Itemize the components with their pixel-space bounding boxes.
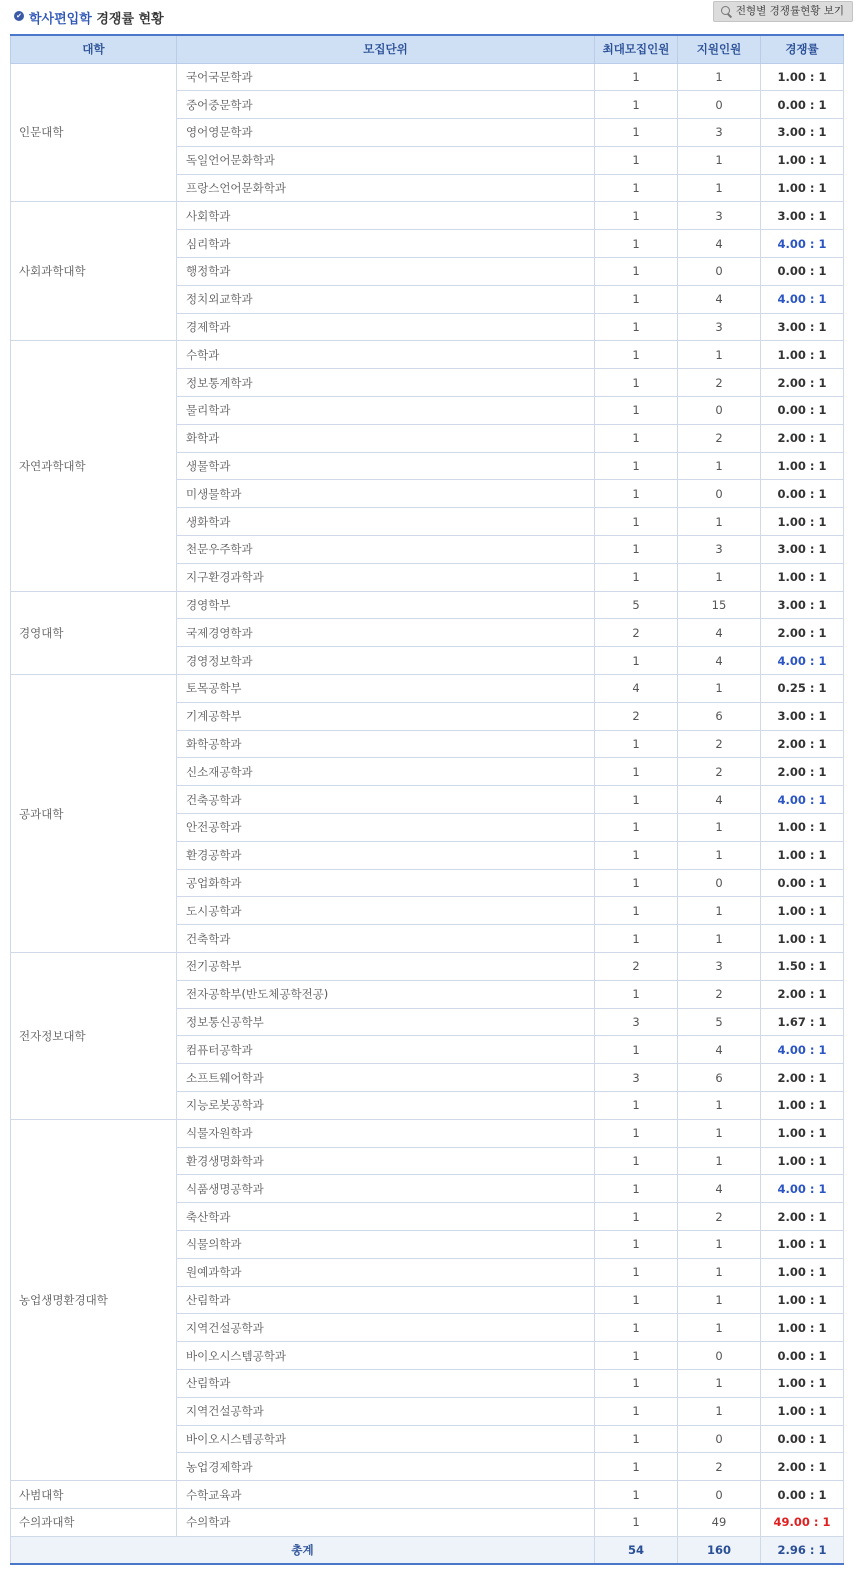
applicants-cell: 1 bbox=[678, 1314, 761, 1342]
unit-cell: 정치외교학과 bbox=[177, 285, 595, 313]
rate-cell: 1.00 : 1 bbox=[761, 1119, 844, 1147]
quota-cell: 1 bbox=[595, 369, 678, 397]
quota-cell: 1 bbox=[595, 397, 678, 425]
applicants-cell: 2 bbox=[678, 1203, 761, 1231]
applicants-cell: 1 bbox=[678, 452, 761, 480]
applicants-cell: 1 bbox=[678, 925, 761, 953]
total-applicants: 160 bbox=[678, 1536, 761, 1564]
table-row bbox=[11, 1481, 844, 1509]
rate-cell: 0.00 : 1 bbox=[761, 869, 844, 897]
applicants-cell: 0 bbox=[678, 258, 761, 286]
rate-cell: 2.00 : 1 bbox=[761, 424, 844, 452]
unit-cell: 미생물학과 bbox=[177, 480, 595, 508]
unit-cell: 영어영문학과 bbox=[177, 119, 595, 147]
page-title-accent: 학사편입학 bbox=[29, 12, 92, 27]
applicants-cell: 4 bbox=[678, 619, 761, 647]
unit-cell: 생화학과 bbox=[177, 508, 595, 536]
rate-cell: 1.00 : 1 bbox=[761, 1314, 844, 1342]
rate-cell: 3.00 : 1 bbox=[761, 536, 844, 564]
view-by-type-button-label: 전형별 경쟁률현황 보기 bbox=[735, 5, 844, 17]
quota-cell: 1 bbox=[595, 1230, 678, 1258]
rate-cell: 1.00 : 1 bbox=[761, 174, 844, 202]
quota-cell: 1 bbox=[595, 1425, 678, 1453]
applicants-cell: 0 bbox=[678, 1481, 761, 1509]
quota-cell: 1 bbox=[595, 897, 678, 925]
quota-cell: 1 bbox=[595, 925, 678, 953]
rate-cell: 1.00 : 1 bbox=[761, 1397, 844, 1425]
quota-cell: 1 bbox=[595, 424, 678, 452]
quota-cell: 4 bbox=[595, 675, 678, 703]
quota-cell: 1 bbox=[595, 63, 678, 91]
applicants-cell: 1 bbox=[678, 841, 761, 869]
table-row bbox=[11, 675, 844, 703]
applicants-cell: 0 bbox=[678, 1342, 761, 1370]
unit-cell: 식품생명공학과 bbox=[177, 1175, 595, 1203]
unit-cell: 경영학부 bbox=[177, 591, 595, 619]
rate-cell: 1.00 : 1 bbox=[761, 563, 844, 591]
applicants-cell: 0 bbox=[678, 397, 761, 425]
college-cell: 공과대학 bbox=[11, 675, 177, 953]
applicants-cell: 4 bbox=[678, 1175, 761, 1203]
quota-cell: 1 bbox=[595, 1203, 678, 1231]
rate-cell: 1.00 : 1 bbox=[761, 508, 844, 536]
unit-cell: 식물자원학과 bbox=[177, 1119, 595, 1147]
quota-cell: 1 bbox=[595, 341, 678, 369]
table-row bbox=[11, 1119, 844, 1147]
quota-cell: 1 bbox=[595, 536, 678, 564]
unit-cell: 지능로봇공학과 bbox=[177, 1091, 595, 1119]
total-label: 총계 bbox=[11, 1536, 595, 1564]
applicants-cell: 0 bbox=[678, 91, 761, 119]
table-row bbox=[11, 591, 844, 619]
unit-cell: 건축공학과 bbox=[177, 786, 595, 814]
quota-cell: 2 bbox=[595, 702, 678, 730]
college-cell: 수의과대학 bbox=[11, 1508, 177, 1536]
rate-cell: 4.00 : 1 bbox=[761, 285, 844, 313]
quota-cell: 1 bbox=[595, 1397, 678, 1425]
unit-cell: 환경공학과 bbox=[177, 841, 595, 869]
total-quota: 54 bbox=[595, 1536, 678, 1564]
college-cell: 인문대학 bbox=[11, 63, 177, 202]
applicants-cell: 4 bbox=[678, 285, 761, 313]
unit-cell: 사회학과 bbox=[177, 202, 595, 230]
applicants-cell: 2 bbox=[678, 1453, 761, 1481]
quota-cell: 1 bbox=[595, 758, 678, 786]
college-cell: 전자정보대학 bbox=[11, 953, 177, 1120]
quota-cell: 1 bbox=[595, 313, 678, 341]
rate-cell: 2.00 : 1 bbox=[761, 730, 844, 758]
applicants-cell: 1 bbox=[678, 1230, 761, 1258]
quota-cell: 1 bbox=[595, 91, 678, 119]
rate-cell: 1.00 : 1 bbox=[761, 897, 844, 925]
quota-cell: 1 bbox=[595, 174, 678, 202]
applicants-cell: 2 bbox=[678, 730, 761, 758]
rate-cell: 1.67 : 1 bbox=[761, 1008, 844, 1036]
rate-cell: 1.00 : 1 bbox=[761, 925, 844, 953]
applicants-cell: 1 bbox=[678, 1369, 761, 1397]
applicants-cell: 0 bbox=[678, 869, 761, 897]
applicants-cell: 1 bbox=[678, 508, 761, 536]
rate-cell: 2.00 : 1 bbox=[761, 619, 844, 647]
applicants-cell: 3 bbox=[678, 202, 761, 230]
rate-cell: 2.00 : 1 bbox=[761, 758, 844, 786]
rate-cell: 2.00 : 1 bbox=[761, 980, 844, 1008]
college-cell: 사범대학 bbox=[11, 1481, 177, 1509]
unit-cell: 수의학과 bbox=[177, 1508, 595, 1536]
applicants-cell: 0 bbox=[678, 480, 761, 508]
applicants-cell: 1 bbox=[678, 146, 761, 174]
rate-cell: 1.00 : 1 bbox=[761, 1286, 844, 1314]
unit-cell: 신소재공학과 bbox=[177, 758, 595, 786]
unit-cell: 안전공학과 bbox=[177, 814, 595, 842]
unit-cell: 중어중문학과 bbox=[177, 91, 595, 119]
rate-cell: 4.00 : 1 bbox=[761, 1175, 844, 1203]
applicants-cell: 6 bbox=[678, 702, 761, 730]
quota-cell: 1 bbox=[595, 647, 678, 675]
rate-cell: 2.00 : 1 bbox=[761, 1453, 844, 1481]
unit-cell: 전기공학부 bbox=[177, 953, 595, 981]
rate-cell: 0.00 : 1 bbox=[761, 480, 844, 508]
quota-cell: 1 bbox=[595, 730, 678, 758]
applicants-cell: 49 bbox=[678, 1508, 761, 1536]
quota-cell: 1 bbox=[595, 230, 678, 258]
rate-cell: 1.00 : 1 bbox=[761, 63, 844, 91]
unit-cell: 산림학과 bbox=[177, 1369, 595, 1397]
quota-cell: 3 bbox=[595, 1064, 678, 1092]
quota-cell: 1 bbox=[595, 1314, 678, 1342]
applicants-cell: 1 bbox=[678, 1147, 761, 1175]
unit-cell: 프랑스언어문화학과 bbox=[177, 174, 595, 202]
table-body bbox=[11, 63, 844, 1564]
rate-cell: 1.00 : 1 bbox=[761, 146, 844, 174]
table-row bbox=[11, 63, 844, 91]
unit-cell: 지구환경과학과 bbox=[177, 563, 595, 591]
unit-cell: 컴퓨터공학과 bbox=[177, 1036, 595, 1064]
unit-cell: 공업화학과 bbox=[177, 869, 595, 897]
unit-cell: 도시공학과 bbox=[177, 897, 595, 925]
rate-cell: 1.00 : 1 bbox=[761, 341, 844, 369]
applicants-cell: 6 bbox=[678, 1064, 761, 1092]
quota-cell: 2 bbox=[595, 619, 678, 647]
unit-cell: 행정학과 bbox=[177, 258, 595, 286]
rate-cell: 1.00 : 1 bbox=[761, 841, 844, 869]
quota-cell: 1 bbox=[595, 1175, 678, 1203]
unit-cell: 소프트웨어학과 bbox=[177, 1064, 595, 1092]
applicants-cell: 0 bbox=[678, 1425, 761, 1453]
applicants-cell: 1 bbox=[678, 1091, 761, 1119]
applicants-cell: 1 bbox=[678, 563, 761, 591]
applicants-cell: 15 bbox=[678, 591, 761, 619]
rate-cell: 1.00 : 1 bbox=[761, 1230, 844, 1258]
rate-cell: 49.00 : 1 bbox=[761, 1508, 844, 1536]
unit-cell: 환경생명화학과 bbox=[177, 1147, 595, 1175]
rate-cell: 3.00 : 1 bbox=[761, 702, 844, 730]
rate-cell: 1.00 : 1 bbox=[761, 814, 844, 842]
rate-cell: 0.25 : 1 bbox=[761, 675, 844, 703]
unit-cell: 바이오시스템공학과 bbox=[177, 1425, 595, 1453]
rate-cell: 1.00 : 1 bbox=[761, 452, 844, 480]
rate-cell: 0.00 : 1 bbox=[761, 91, 844, 119]
quota-cell: 1 bbox=[595, 119, 678, 147]
quota-cell: 1 bbox=[595, 202, 678, 230]
rate-cell: 0.00 : 1 bbox=[761, 397, 844, 425]
rate-cell: 0.00 : 1 bbox=[761, 1481, 844, 1509]
rate-cell: 3.00 : 1 bbox=[761, 202, 844, 230]
applicants-cell: 3 bbox=[678, 313, 761, 341]
applicants-cell: 5 bbox=[678, 1008, 761, 1036]
applicants-cell: 1 bbox=[678, 63, 761, 91]
rate-cell: 0.00 : 1 bbox=[761, 258, 844, 286]
applicants-cell: 1 bbox=[678, 174, 761, 202]
quota-cell: 1 bbox=[595, 1369, 678, 1397]
column-header-quota: 최대모집인원 bbox=[595, 35, 678, 63]
quota-cell: 1 bbox=[595, 1286, 678, 1314]
column-header-unit: 모집단위 bbox=[177, 35, 595, 63]
applicants-cell: 1 bbox=[678, 814, 761, 842]
unit-cell: 기계공학부 bbox=[177, 702, 595, 730]
college-cell: 사회과학대학 bbox=[11, 202, 177, 341]
table-header-row bbox=[11, 35, 844, 63]
applicants-cell: 4 bbox=[678, 647, 761, 675]
column-header-applicants: 지원인원 bbox=[678, 35, 761, 63]
unit-cell: 지역건설공학과 bbox=[177, 1397, 595, 1425]
unit-cell: 물리학과 bbox=[177, 397, 595, 425]
unit-cell: 산림학과 bbox=[177, 1286, 595, 1314]
quota-cell: 1 bbox=[595, 1453, 678, 1481]
unit-cell: 지역건설공학과 bbox=[177, 1314, 595, 1342]
rate-cell: 4.00 : 1 bbox=[761, 1036, 844, 1064]
applicants-cell: 1 bbox=[678, 1286, 761, 1314]
quota-cell: 1 bbox=[595, 1091, 678, 1119]
rate-cell: 4.00 : 1 bbox=[761, 786, 844, 814]
quota-cell: 1 bbox=[595, 841, 678, 869]
applicants-cell: 2 bbox=[678, 758, 761, 786]
view-by-type-button[interactable] bbox=[713, 1, 853, 22]
applicants-cell: 4 bbox=[678, 1036, 761, 1064]
applicants-cell: 4 bbox=[678, 230, 761, 258]
quota-cell: 1 bbox=[595, 1342, 678, 1370]
check-circle-icon: ✔ bbox=[14, 11, 24, 21]
college-cell: 농업생명환경대학 bbox=[11, 1119, 177, 1480]
rate-cell: 2.00 : 1 bbox=[761, 1203, 844, 1231]
unit-cell: 수학과 bbox=[177, 341, 595, 369]
applicants-cell: 3 bbox=[678, 953, 761, 981]
applicants-cell: 3 bbox=[678, 536, 761, 564]
unit-cell: 국제경영학과 bbox=[177, 619, 595, 647]
page-title bbox=[29, 8, 164, 27]
table-row bbox=[11, 1508, 844, 1536]
unit-cell: 화학과 bbox=[177, 424, 595, 452]
unit-cell: 독일언어문화학과 bbox=[177, 146, 595, 174]
quota-cell: 1 bbox=[595, 1508, 678, 1536]
applicants-cell: 3 bbox=[678, 119, 761, 147]
unit-cell: 경제학과 bbox=[177, 313, 595, 341]
unit-cell: 경영정보학과 bbox=[177, 647, 595, 675]
quota-cell: 1 bbox=[595, 480, 678, 508]
quota-cell: 5 bbox=[595, 591, 678, 619]
applicants-cell: 2 bbox=[678, 980, 761, 1008]
unit-cell: 생물학과 bbox=[177, 452, 595, 480]
unit-cell: 축산학과 bbox=[177, 1203, 595, 1231]
quota-cell: 2 bbox=[595, 953, 678, 981]
rate-cell: 1.00 : 1 bbox=[761, 1147, 844, 1175]
unit-cell: 정보통신공학부 bbox=[177, 1008, 595, 1036]
unit-cell: 천문우주학과 bbox=[177, 536, 595, 564]
unit-cell: 국어국문학과 bbox=[177, 63, 595, 91]
unit-cell: 원예과학과 bbox=[177, 1258, 595, 1286]
quota-cell: 1 bbox=[595, 1147, 678, 1175]
quota-cell: 1 bbox=[595, 258, 678, 286]
quota-cell: 1 bbox=[595, 452, 678, 480]
column-header-rate: 경쟁률 bbox=[761, 35, 844, 63]
rate-cell: 0.00 : 1 bbox=[761, 1342, 844, 1370]
rate-cell: 3.00 : 1 bbox=[761, 591, 844, 619]
quota-cell: 1 bbox=[595, 1119, 678, 1147]
quota-cell: 3 bbox=[595, 1008, 678, 1036]
table-row bbox=[11, 953, 844, 981]
applicants-cell: 1 bbox=[678, 341, 761, 369]
college-cell: 경영대학 bbox=[11, 591, 177, 674]
applicants-cell: 1 bbox=[678, 1119, 761, 1147]
column-header-college: 대학 bbox=[11, 35, 177, 63]
quota-cell: 1 bbox=[595, 1481, 678, 1509]
rate-cell: 4.00 : 1 bbox=[761, 647, 844, 675]
quota-cell: 1 bbox=[595, 285, 678, 313]
table-row bbox=[11, 341, 844, 369]
unit-cell: 바이오시스템공학과 bbox=[177, 1342, 595, 1370]
unit-cell: 심리학과 bbox=[177, 230, 595, 258]
rate-cell: 4.00 : 1 bbox=[761, 230, 844, 258]
table-row bbox=[11, 202, 844, 230]
unit-cell: 전자공학부(반도체공학전공) bbox=[177, 980, 595, 1008]
applicants-cell: 2 bbox=[678, 369, 761, 397]
rate-cell: 3.00 : 1 bbox=[761, 313, 844, 341]
unit-cell: 토목공학부 bbox=[177, 675, 595, 703]
page-header bbox=[10, 0, 853, 32]
applicants-cell: 1 bbox=[678, 1397, 761, 1425]
unit-cell: 수학교육과 bbox=[177, 1481, 595, 1509]
rate-cell: 2.00 : 1 bbox=[761, 1064, 844, 1092]
unit-cell: 정보통계학과 bbox=[177, 369, 595, 397]
competition-rate-table bbox=[10, 34, 844, 1565]
rate-cell: 2.00 : 1 bbox=[761, 369, 844, 397]
college-cell: 자연과학대학 bbox=[11, 341, 177, 591]
quota-cell: 1 bbox=[595, 508, 678, 536]
unit-cell: 식물의학과 bbox=[177, 1230, 595, 1258]
rate-cell: 0.00 : 1 bbox=[761, 1425, 844, 1453]
quota-cell: 1 bbox=[595, 980, 678, 1008]
applicants-cell: 4 bbox=[678, 786, 761, 814]
total-rate: 2.96 : 1 bbox=[761, 1536, 844, 1564]
search-icon bbox=[721, 6, 730, 15]
rate-cell: 1.00 : 1 bbox=[761, 1258, 844, 1286]
rate-cell: 3.00 : 1 bbox=[761, 119, 844, 147]
quota-cell: 1 bbox=[595, 1258, 678, 1286]
unit-cell: 건축학과 bbox=[177, 925, 595, 953]
quota-cell: 1 bbox=[595, 1036, 678, 1064]
total-row bbox=[11, 1536, 844, 1564]
quota-cell: 1 bbox=[595, 786, 678, 814]
quota-cell: 1 bbox=[595, 869, 678, 897]
quota-cell: 1 bbox=[595, 814, 678, 842]
applicants-cell: 1 bbox=[678, 675, 761, 703]
applicants-cell: 1 bbox=[678, 1258, 761, 1286]
quota-cell: 1 bbox=[595, 146, 678, 174]
applicants-cell: 2 bbox=[678, 424, 761, 452]
unit-cell: 농업경제학과 bbox=[177, 1453, 595, 1481]
page-title-rest: 경쟁률 현황 bbox=[96, 12, 164, 27]
rate-cell: 1.00 : 1 bbox=[761, 1091, 844, 1119]
rate-cell: 1.50 : 1 bbox=[761, 953, 844, 981]
rate-cell: 1.00 : 1 bbox=[761, 1369, 844, 1397]
unit-cell: 화학공학과 bbox=[177, 730, 595, 758]
quota-cell: 1 bbox=[595, 563, 678, 591]
applicants-cell: 1 bbox=[678, 897, 761, 925]
